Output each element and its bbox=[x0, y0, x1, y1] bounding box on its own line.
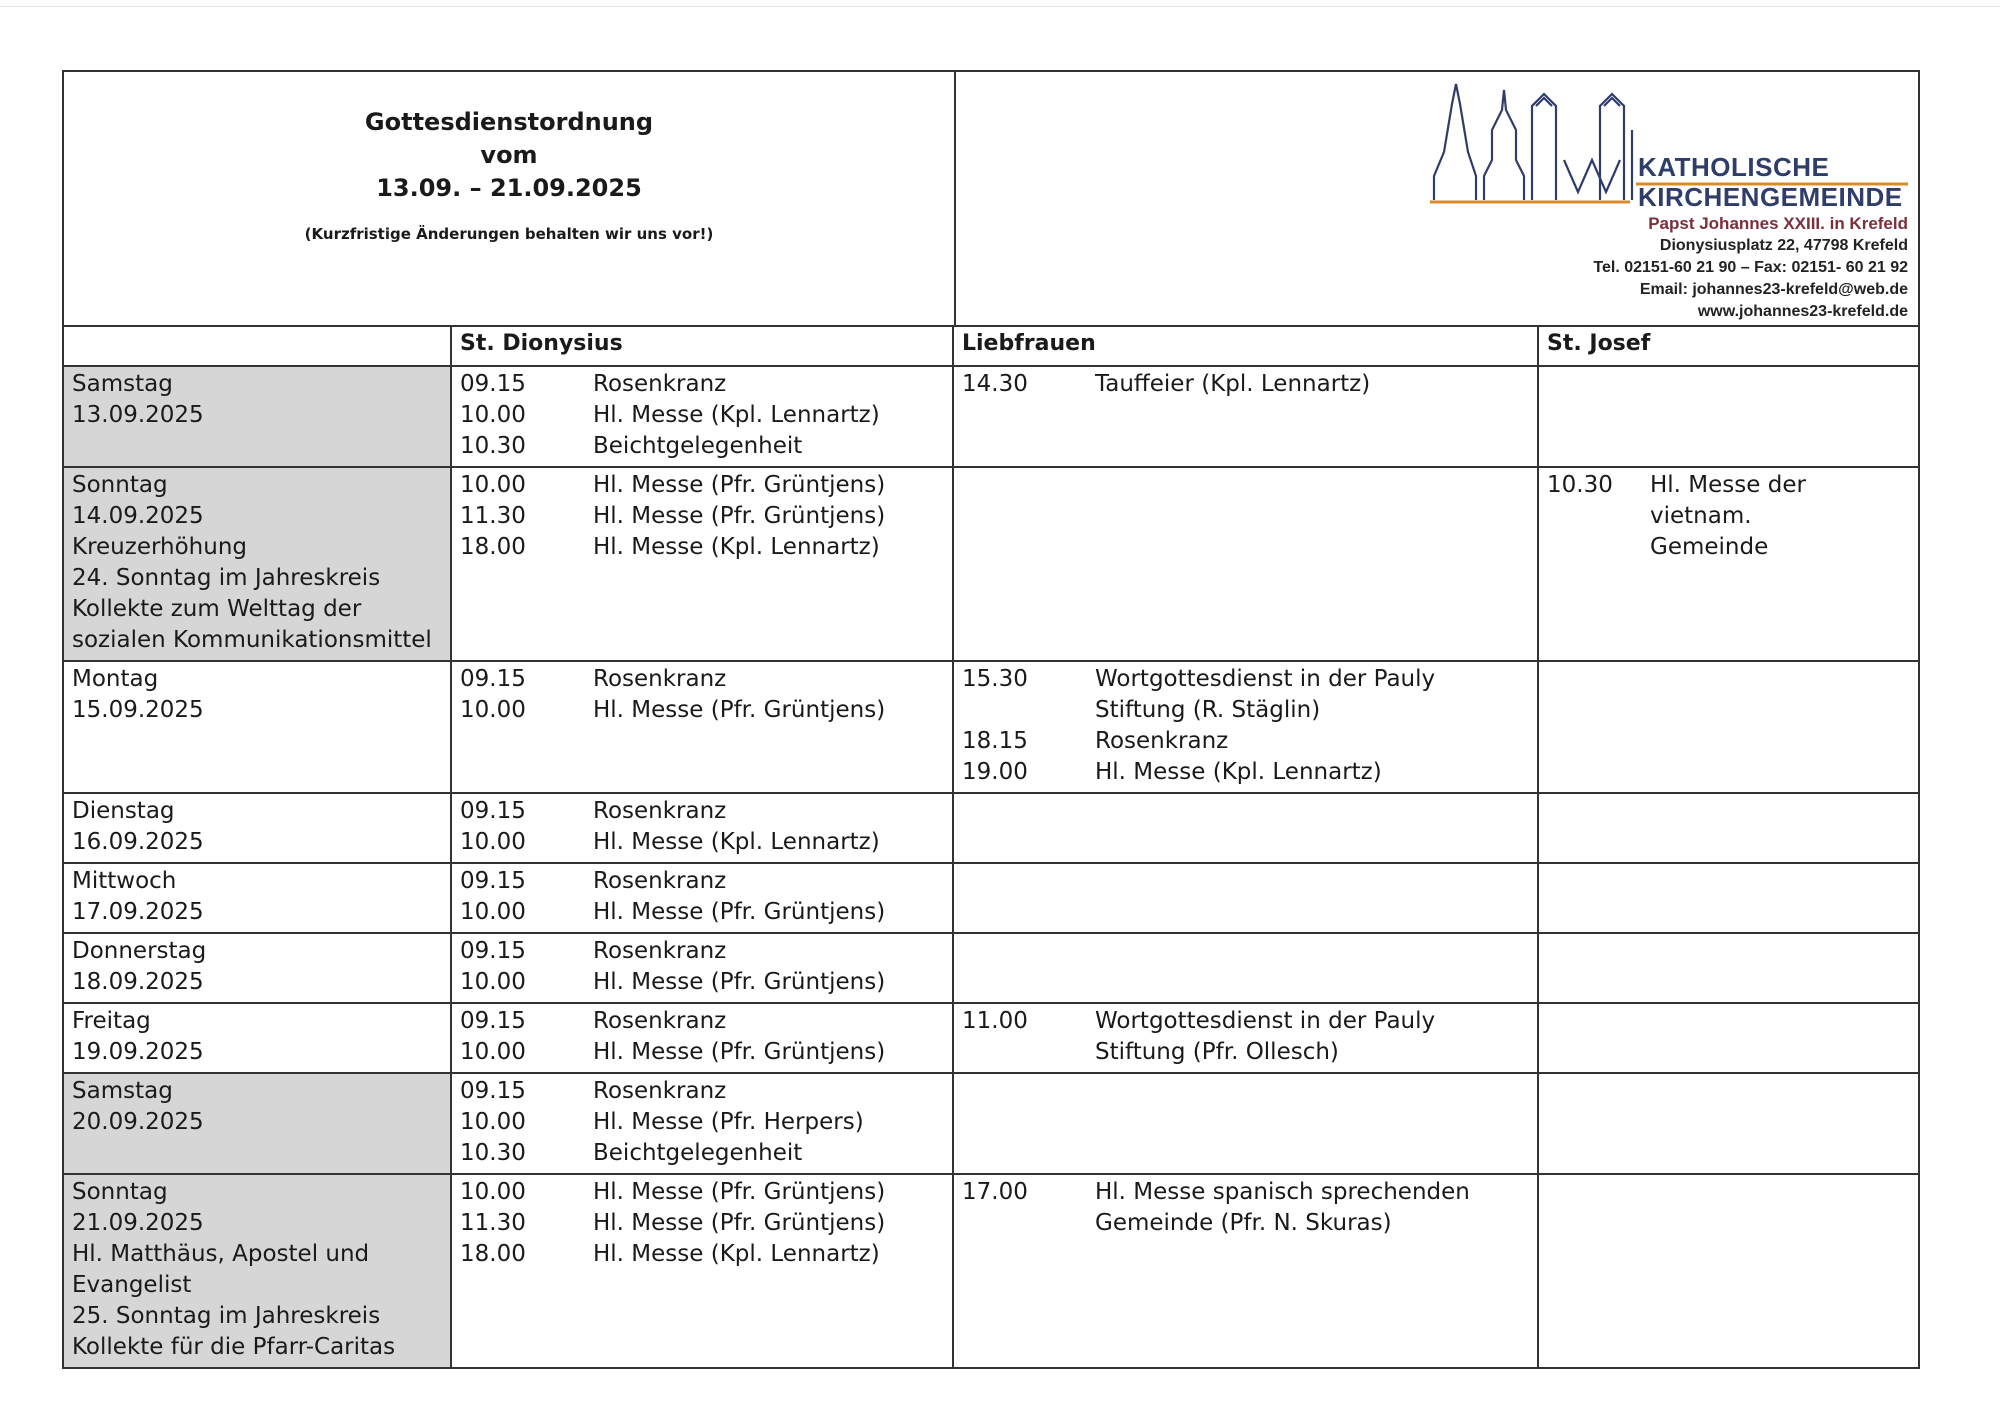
service-time: 10.00 bbox=[460, 472, 526, 498]
logo-text bbox=[1638, 152, 1903, 212]
service-entry bbox=[962, 1037, 1529, 1068]
day-cell bbox=[64, 1074, 452, 1173]
day-line: 13.09.2025 bbox=[72, 402, 204, 428]
day-line: Kollekte für die Pfarr-Caritas bbox=[72, 1334, 396, 1360]
service-entry bbox=[460, 1138, 944, 1169]
liebfrauen-cell bbox=[954, 934, 1539, 1002]
day-line: 16.09.2025 bbox=[72, 829, 204, 855]
liebfrauen-cell bbox=[954, 794, 1539, 862]
day-line: 17.09.2025 bbox=[72, 899, 204, 925]
day-line: Samstag bbox=[72, 1078, 173, 1104]
service-time bbox=[1547, 532, 1650, 563]
liebfrauen-cell bbox=[954, 468, 1539, 660]
service-time: 09.15 bbox=[460, 868, 526, 894]
day-line: 25. Sonntag im Jahreskreis bbox=[72, 1303, 381, 1329]
day-cell bbox=[64, 1004, 452, 1072]
service-time: 10.00 bbox=[460, 969, 526, 995]
service-label: Rosenkranz bbox=[1095, 728, 1229, 754]
table-row bbox=[64, 1175, 1918, 1367]
day-line: Samstag bbox=[72, 371, 173, 397]
service-label: Beichtgelegenheit bbox=[593, 1140, 803, 1166]
service-time: 14.30 bbox=[962, 371, 1028, 397]
logo-line-1: KATHOLISCHE bbox=[1638, 152, 1830, 182]
day-line: 24. Sonntag im Jahreskreis bbox=[72, 565, 381, 591]
service-entry bbox=[460, 1006, 944, 1037]
josef-cell bbox=[1539, 468, 1918, 660]
title-line-1: Gottesdienstordnung bbox=[364, 108, 654, 136]
service-entry bbox=[962, 1208, 1529, 1239]
day-cell bbox=[64, 662, 452, 792]
service-label: Rosenkranz bbox=[593, 1078, 727, 1104]
service-label: Hl. Messe der vietnam. bbox=[1650, 472, 1806, 529]
day-line: sozialen Kommunikationsmittel bbox=[72, 627, 432, 653]
dionysius-cell bbox=[452, 468, 954, 660]
table-row bbox=[64, 367, 1918, 468]
service-entry bbox=[460, 431, 944, 462]
service-entry bbox=[460, 501, 944, 532]
service-label: Gemeinde (Pfr. N. Skuras) bbox=[1095, 1210, 1392, 1236]
liebfrauen-cell bbox=[954, 1074, 1539, 1173]
day-line: 14.09.2025 bbox=[72, 503, 204, 529]
service-time: 18.15 bbox=[962, 728, 1028, 754]
service-time: 09.15 bbox=[460, 1078, 526, 1104]
day-line: Sonntag bbox=[72, 1179, 168, 1205]
table-row bbox=[64, 662, 1918, 794]
service-label: Hl. Messe spanisch sprechenden bbox=[1095, 1179, 1470, 1205]
page-edge-line bbox=[0, 6, 2000, 7]
service-time: 10.30 bbox=[1547, 472, 1613, 498]
contact-email: Email: johannes23-krefeld@web.de bbox=[1639, 281, 1908, 298]
service-label: Stiftung (R. Stäglin) bbox=[1095, 697, 1321, 723]
contact-web: www.johannes23-krefeld.de bbox=[1697, 303, 1908, 320]
title-line-2: vom bbox=[480, 141, 538, 169]
service-entry bbox=[460, 866, 944, 897]
service-entry bbox=[460, 897, 944, 928]
service-entry bbox=[962, 726, 1529, 757]
service-time: 09.15 bbox=[460, 938, 526, 964]
josef-cell bbox=[1539, 1175, 1918, 1367]
day-line: 15.09.2025 bbox=[72, 697, 204, 723]
header-left bbox=[64, 72, 956, 325]
contact-block bbox=[1593, 213, 1908, 323]
day-line: Hl. Matthäus, Apostel und bbox=[72, 1241, 370, 1267]
day-line: Sonntag bbox=[72, 472, 168, 498]
service-label: Rosenkranz bbox=[593, 666, 727, 692]
parish-logo bbox=[1430, 80, 1910, 220]
col-head-dionysius: St. Dionysius bbox=[452, 327, 954, 365]
day-line: Kreuzerhöhung bbox=[72, 534, 248, 560]
dionysius-cell bbox=[452, 794, 954, 862]
dionysius-cell bbox=[452, 934, 954, 1002]
service-label: Beichtgelegenheit bbox=[593, 433, 803, 459]
table-row bbox=[64, 468, 1918, 662]
service-label: Hl. Messe (Pfr. Herpers) bbox=[593, 1109, 864, 1135]
service-entry bbox=[962, 664, 1529, 695]
service-time: 19.00 bbox=[962, 759, 1028, 785]
service-entry bbox=[460, 695, 944, 726]
service-time: 18.00 bbox=[460, 534, 526, 560]
service-time: 11.00 bbox=[962, 1008, 1028, 1034]
day-line: 21.09.2025 bbox=[72, 1210, 204, 1236]
contact-phone: Tel. 02151-60 21 90 – Fax: 02151- 60 21 92 bbox=[1593, 259, 1908, 276]
service-entry bbox=[460, 796, 944, 827]
day-cell bbox=[64, 367, 452, 466]
dionysius-cell bbox=[452, 1175, 954, 1367]
title-note: (Kurzfristige Änderungen behalten wir uns vor!) bbox=[304, 225, 714, 243]
table-row bbox=[64, 1074, 1918, 1175]
dionysius-cell bbox=[452, 367, 954, 466]
contact-subtitle: Papst Johannes XXIII. in Krefeld bbox=[1648, 214, 1908, 233]
header-right bbox=[956, 72, 1918, 325]
service-entry bbox=[460, 827, 944, 858]
dionysius-cell bbox=[452, 1074, 954, 1173]
service-entry bbox=[962, 369, 1529, 400]
service-entry bbox=[460, 936, 944, 967]
josef-cell bbox=[1539, 864, 1918, 932]
service-label: Hl. Messe (Pfr. Grüntjens) bbox=[593, 472, 886, 498]
day-line: Montag bbox=[72, 666, 159, 692]
service-time: 10.00 bbox=[460, 829, 526, 855]
service-label: Hl. Messe (Kpl. Lennartz) bbox=[593, 829, 880, 855]
service-time: 10.30 bbox=[460, 433, 526, 459]
contact-address: Dionysiusplatz 22, 47798 Krefeld bbox=[1659, 237, 1908, 254]
service-entry bbox=[460, 369, 944, 400]
service-label: Wortgottesdienst in der Pauly bbox=[1095, 1008, 1436, 1034]
day-line: 20.09.2025 bbox=[72, 1109, 204, 1135]
service-label: Hl. Messe (Kpl. Lennartz) bbox=[593, 534, 880, 560]
service-time: 10.00 bbox=[460, 402, 526, 428]
day-line: Donnerstag bbox=[72, 938, 207, 964]
liebfrauen-cell bbox=[954, 864, 1539, 932]
service-entry bbox=[460, 1208, 944, 1239]
service-entry bbox=[460, 1076, 944, 1107]
service-time: 09.15 bbox=[460, 798, 526, 824]
day-line: Evangelist bbox=[72, 1272, 192, 1298]
service-entry bbox=[460, 532, 944, 563]
service-time: 09.15 bbox=[460, 1008, 526, 1034]
service-label: Tauffeier (Kpl. Lennartz) bbox=[1095, 371, 1371, 397]
josef-cell bbox=[1539, 794, 1918, 862]
service-entry bbox=[962, 1177, 1529, 1208]
service-label: Hl. Messe (Pfr. Grüntjens) bbox=[593, 1210, 886, 1236]
day-cell bbox=[64, 864, 452, 932]
liebfrauen-cell bbox=[954, 1175, 1539, 1367]
title-block bbox=[64, 106, 954, 243]
day-cell bbox=[64, 934, 452, 1002]
day-line: Kollekte zum Welttag der bbox=[72, 596, 362, 622]
day-line: Dienstag bbox=[72, 798, 175, 824]
service-time: 09.15 bbox=[460, 666, 526, 692]
col-head-day bbox=[64, 327, 452, 365]
service-entry bbox=[460, 470, 944, 501]
day-cell bbox=[64, 794, 452, 862]
service-label: Stiftung (Pfr. Ollesch) bbox=[1095, 1039, 1339, 1065]
service-time: 10.00 bbox=[460, 1179, 526, 1205]
service-time: 09.15 bbox=[460, 371, 526, 397]
josef-cell bbox=[1539, 1074, 1918, 1173]
service-time: 15.30 bbox=[962, 666, 1028, 692]
service-entry bbox=[460, 400, 944, 431]
day-line: Mittwoch bbox=[72, 868, 177, 894]
liebfrauen-cell bbox=[954, 367, 1539, 466]
service-time bbox=[962, 1037, 1095, 1068]
service-time: 17.00 bbox=[962, 1179, 1028, 1205]
service-time: 10.00 bbox=[460, 1039, 526, 1065]
col-head-liebfrauen: Liebfrauen bbox=[954, 327, 1539, 365]
service-label: Wortgottesdienst in der Pauly bbox=[1095, 666, 1436, 692]
dionysius-cell bbox=[452, 864, 954, 932]
service-time: 11.30 bbox=[460, 503, 526, 529]
title-line-3: 13.09. – 21.09.2025 bbox=[376, 174, 642, 202]
service-label: Hl. Messe (Pfr. Grüntjens) bbox=[593, 899, 886, 925]
service-label: Hl. Messe (Kpl. Lennartz) bbox=[593, 402, 880, 428]
service-label: Rosenkranz bbox=[593, 1008, 727, 1034]
logo-line-2: KIRCHENGEMEINDE bbox=[1638, 182, 1903, 212]
service-label: Rosenkranz bbox=[593, 371, 727, 397]
liebfrauen-cell bbox=[954, 1004, 1539, 1072]
col-head-josef: St. Josef bbox=[1547, 331, 1651, 356]
service-label: Rosenkranz bbox=[593, 938, 727, 964]
service-entry bbox=[460, 1037, 944, 1068]
service-time bbox=[962, 1208, 1095, 1239]
service-label: Gemeinde bbox=[1650, 534, 1769, 560]
service-entry bbox=[962, 757, 1529, 788]
table-row bbox=[64, 1004, 1918, 1074]
schedule-rows bbox=[64, 367, 1918, 1367]
josef-cell bbox=[1539, 662, 1918, 792]
service-label: Hl. Messe (Kpl. Lennartz) bbox=[593, 1241, 880, 1267]
column-headers bbox=[64, 327, 1918, 367]
service-time bbox=[962, 695, 1095, 726]
josef-cell bbox=[1539, 1004, 1918, 1072]
service-entry bbox=[1547, 532, 1910, 563]
service-time: 10.00 bbox=[460, 1109, 526, 1135]
day-cell bbox=[64, 1175, 452, 1367]
josef-cell bbox=[1539, 934, 1918, 1002]
service-label: Hl. Messe (Pfr. Grüntjens) bbox=[593, 697, 886, 723]
service-entry bbox=[962, 695, 1529, 726]
day-line: 18.09.2025 bbox=[72, 969, 204, 995]
service-time: 11.30 bbox=[460, 1210, 526, 1236]
service-time: 18.00 bbox=[460, 1241, 526, 1267]
day-line: 19.09.2025 bbox=[72, 1039, 204, 1065]
dionysius-cell bbox=[452, 662, 954, 792]
liebfrauen-cell bbox=[954, 662, 1539, 792]
table-row bbox=[64, 794, 1918, 864]
josef-cell bbox=[1539, 367, 1918, 466]
dionysius-cell bbox=[452, 1004, 954, 1072]
day-line: Freitag bbox=[72, 1008, 151, 1034]
table-row bbox=[64, 934, 1918, 1004]
service-entry bbox=[460, 967, 944, 998]
schedule-frame bbox=[62, 70, 1920, 1369]
service-label: Hl. Messe (Pfr. Grüntjens) bbox=[593, 1039, 886, 1065]
service-entry bbox=[460, 1107, 944, 1138]
service-label: Rosenkranz bbox=[593, 798, 727, 824]
service-entry bbox=[962, 1006, 1529, 1037]
day-cell bbox=[64, 468, 452, 660]
service-label: Hl. Messe (Pfr. Grüntjens) bbox=[593, 503, 886, 529]
service-label: Hl. Messe (Pfr. Grüntjens) bbox=[593, 969, 886, 995]
service-label: Rosenkranz bbox=[593, 868, 727, 894]
service-time: 10.30 bbox=[460, 1140, 526, 1166]
service-entry bbox=[460, 664, 944, 695]
header bbox=[64, 72, 1918, 327]
service-time: 10.00 bbox=[460, 899, 526, 925]
table-row bbox=[64, 864, 1918, 934]
service-entry bbox=[460, 1239, 944, 1270]
service-label: Hl. Messe (Pfr. Grüntjens) bbox=[593, 1179, 886, 1205]
service-entry bbox=[1547, 470, 1910, 532]
service-label: Hl. Messe (Kpl. Lennartz) bbox=[1095, 759, 1382, 785]
service-time: 10.00 bbox=[460, 697, 526, 723]
service-entry bbox=[460, 1177, 944, 1208]
